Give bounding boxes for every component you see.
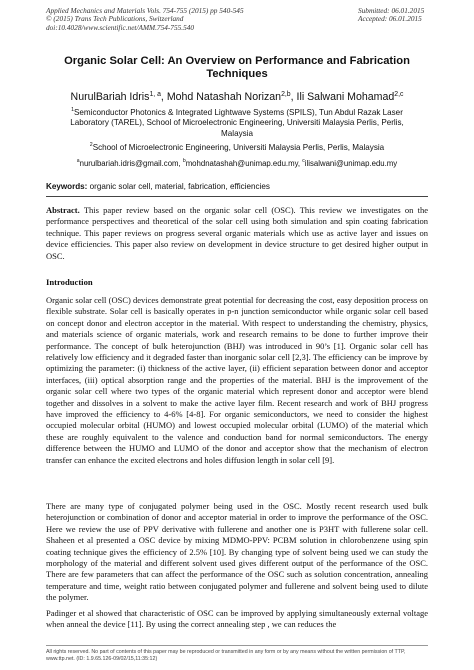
author-name: Ili Salwani Mohamad (296, 91, 395, 103)
doi-line: doi:10.4028/www.scientific.net/AMM.754-755.540 (46, 22, 195, 32)
abstract (46, 205, 428, 262)
title-line-1: Organic Solar Cell: An Overview on Performance and Fabrication (64, 55, 410, 67)
email-list (46, 159, 428, 169)
author-sup: 2,b (281, 91, 291, 98)
affiliation-sup: 1 (71, 107, 75, 113)
submission-dates (358, 7, 424, 24)
email-sup: c (302, 158, 305, 164)
abstract-label: Abstract. (46, 205, 80, 215)
submitted-date: Submitted: 06.01.2015 (358, 6, 425, 15)
author-name: NurulBariah Idris (70, 91, 150, 103)
copyright-footer (46, 645, 428, 662)
affiliation-sup: 2 (89, 142, 93, 148)
email-address: nurulbariah.idris@gmail.com, (79, 159, 183, 168)
affiliation-2 (60, 143, 414, 153)
email-address: ilisalwani@unimap.edu.my (304, 159, 398, 168)
paper-title (40, 55, 434, 81)
body-paragraph: Padinger et al showed that characteristic of OSC can be improved by applying simultaneously external voltage when anneal the device [11]. By using the correct annealing step , we can reduces the (46, 608, 428, 630)
author-name: Mohd Natashah Norizan (166, 91, 282, 103)
title-line-2: Techniques (206, 68, 268, 80)
journal-citation: Applied Mechanics and Materials Vols. 754-755 (2015) pp 540-545 (46, 6, 244, 15)
journal-header (46, 7, 244, 32)
author-sup: 1, a (149, 91, 161, 98)
affiliation-1 (60, 108, 414, 139)
keywords-divider (46, 196, 428, 197)
footer-line-2: www.ttp.net. (ID: 1.9.65.126-09/02/15,11:35:12) (46, 655, 158, 662)
email-address: mohdnatashah@unimap.edu.my, (185, 159, 303, 168)
email-sup: b (182, 158, 186, 164)
affiliation-text: School of Microelectronic Engineering, Universiti Malaysia Perlis, Perlis, Malaysia (92, 143, 385, 152)
accepted-date: Accepted: 06.01.2015 (358, 14, 422, 24)
body-paragraph: Organic solar cell (OSC) devices demonstrate great potential for decreasing the cost, easy deposition process on flexible substrate. Solar cell is basically operates in p-n junction semiconductor while organic solar cell based on concept donor and electron acceptor in the material. With respect to understanding the chemistry, physics, and materials science of organic materials, work and research remains to be done to further improve their performance. The concept of bulk heterojunction (BHJ) was introduced in 90’s [1]. Organic solar cell has relatively low efficiency and it degraded faster than inorganic solar cell [2,3]. The efficiency can be improve by optimizing the parameter: (i) thickness of the active layer, (ii) efficient separation between donor and acceptor interfaces, (iii) optical absorption range and the properties of the material. BHJ is the improvement of the organic solar cell where two types of the organic material which represent donor and acceptor were blend together and dissolves in a solvent to make the active layer film. Recent research and work of BHJ progress have improved the efficiency to 4-6% [4-8]. For organic semiconductors, we need to consider the highest occupied molecular orbital (HUMO) and lowest occupied molecular orbital (LUMO) of the material which these are roughly equivalent to the valence and conduction band for normal semiconductors. The energy difference between the HUMO and LUMO of the donor and acceptor show that the mechanism of electron transfer can enhance the excited electrons and holes diffusion length in solar cell [9]. (46, 295, 428, 465)
abstract-text: This paper review based on the organic solar cell (OSC). This review we investigates on the performance perspectives and theoretical of the solar cell using both simulation and spin coating fabrication technique. This paper reviews on progress several organic materials which use as active layer and issues on device efficiencies. This paper also review on development in device structure to get desired higher output in OSC. (46, 205, 428, 261)
keywords-label: Keywords: (46, 182, 88, 191)
affiliation-text: Semiconductor Photonics & Integrated Lightwave Systems (SPILS), Tun Abdul Razak Laser Laboratory (TAREL), School of Microelectronic Engineering, Universiti Malaysia Perlis, Perlis, Malaysia (70, 108, 404, 138)
footer-line-1: All rights reserved. No part of contents of this paper may be reproduced or transmitted in any form or by any means without the written permission of TTP, (46, 649, 406, 655)
author-sup: 2,c (394, 91, 404, 98)
section-heading-introduction: Introduction (46, 277, 93, 287)
keywords-text: organic solar cell, material, fabrication, efficiencies (87, 182, 270, 191)
email-sup: a (76, 158, 80, 164)
body-paragraph: There are many type of conjugated polymer being used in the OSC. Mostly recent research used bulk heterojunction or combination of donor and acceptor material in order to improve the performance of the OSC. Here we review the use of PPV derivative with fullerene and another one is P3HT with fullerene solar cell. Shaheen et al presented a OSC device by mixing MDMO-PPV: PCBM solution in chlorobenzene using spin coating technique gives the efficiency of 2.5% [10]. By changing type of solvent being used we can study the morphology of the material and different solvent used gives different output of the performance of the OSC. There are few parameters that can affect the performance of the OSC such as solution concentration, annealing temperature and time, weight ratio between conjugated polymer and fullerene and solvent being used to dilute the polymer. (46, 501, 428, 603)
keywords (46, 182, 428, 192)
author-list: NurulBariah Idris$^{1, a}$, Mohd Natashah Norizan$^{2,b}$, Ili Salwani Mohamad$^{2,c}$ (70, 91, 404, 103)
copyright-line: © (2015) Trans Tech Publications, Switzerland (46, 14, 184, 24)
